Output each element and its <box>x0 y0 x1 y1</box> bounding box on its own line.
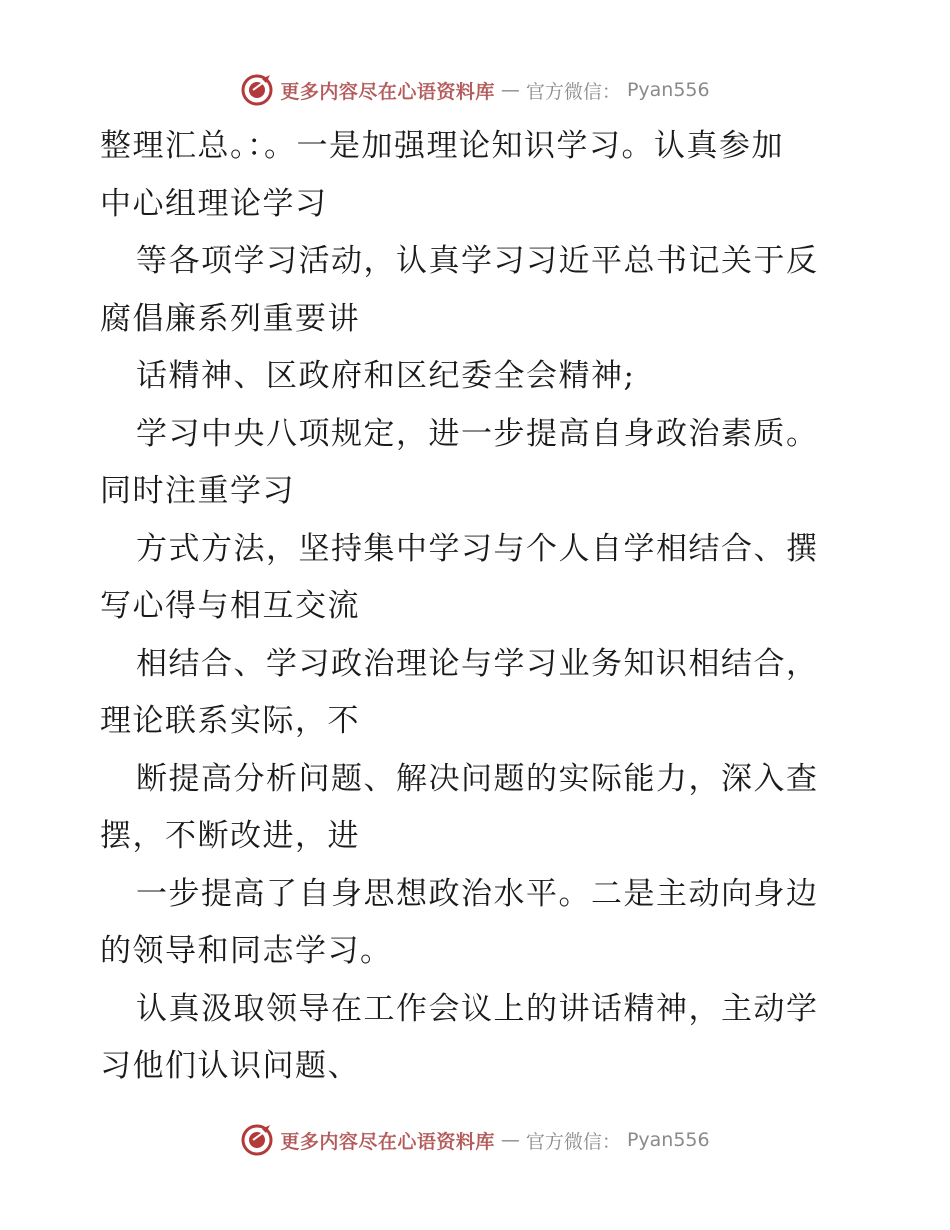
footer-banner-dash: — <box>500 1129 520 1151</box>
header-banner-sub-text: 官方微信： <box>525 80 621 103</box>
document-body <box>100 118 860 1096</box>
page-header-banner <box>0 70 950 110</box>
page-footer-banner <box>0 1120 950 1160</box>
body-line-4: 腐倡廉系列重要讲 <box>100 300 360 337</box>
header-banner-main-text: 更多内容尽在心语资料库 <box>280 80 495 103</box>
footer-banner-main-text: 更多内容尽在心语资料库 <box>280 1130 495 1153</box>
body-line-3: 等各项学习活动，认真学习习近平总书记关于反 <box>136 243 819 279</box>
header-banner-wechat-id: Pyan556 <box>626 79 710 101</box>
pen-circle-logo-icon <box>240 73 274 107</box>
body-line-2: 中心组理论学习 <box>100 185 328 222</box>
body-line-7: 同时注重学习 <box>100 473 295 509</box>
body-line-9: 写心得与相互交流 <box>100 588 360 624</box>
body-line-14: 一步提高了自身思想政治水平。二是主动向身边 <box>136 875 819 912</box>
body-line-16: 认真汲取领导在工作会议上的讲话精神，主动学 <box>136 990 819 1027</box>
body-line-11: 理论联系实际，不 <box>100 703 360 739</box>
body-line-8: 方式方法，坚持集中学习与个人自学相结合、撰 <box>136 530 819 567</box>
header-banner-dash: — <box>500 79 520 101</box>
footer-banner-sub-text: 官方微信： <box>525 1130 621 1153</box>
body-line-17: 习他们认识问题、 <box>100 1048 360 1084</box>
footer-banner-wechat-id: Pyan556 <box>626 1129 710 1151</box>
body-line-5: 话精神、区政府和区纪委全会精神; <box>136 358 636 394</box>
body-line-13: 摆，不断改进，进 <box>100 818 360 854</box>
pen-circle-logo-icon <box>240 1123 274 1157</box>
body-line-1: 整理汇总。：。一是加强理论知识学习。认真参加 <box>100 128 784 164</box>
body-line-12: 断提高分析问题、解决问题的实际能力，深入查 <box>136 760 819 797</box>
body-line-6: 学习中央八项规定，进一步提高自身政治素质。 <box>136 415 819 452</box>
body-line-10: 相结合、学习政治理论与学习业务知识相结合， <box>136 645 819 682</box>
body-line-15: 的领导和同志学习。 <box>100 933 393 969</box>
